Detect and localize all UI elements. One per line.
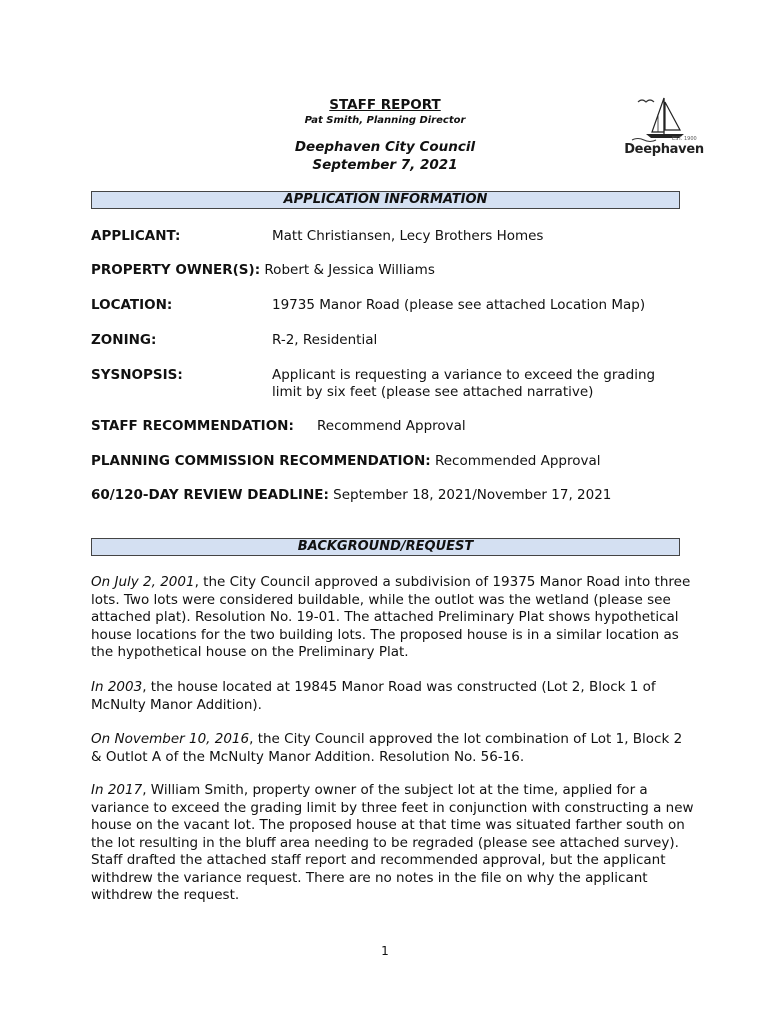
planning-commission-row xyxy=(91,452,601,470)
paragraph-2-body: , the house located at 19845 Manor Road was constructed (Lot 2, Block 1 of McNulty Manor Addition). xyxy=(91,679,656,713)
report-author: Pat Smith, Planning Director xyxy=(304,115,466,126)
logo-established: EST. 1900 xyxy=(672,136,697,142)
paragraph-2-date: In 2003 xyxy=(91,679,143,695)
location-label: LOCATION: xyxy=(91,297,173,313)
deadline-row xyxy=(91,486,611,504)
owner-row xyxy=(91,261,435,279)
owner-label: PROPERTY OWNER(S): xyxy=(91,262,261,278)
paragraph-1-date: On July 2, 2001 xyxy=(91,574,195,590)
paragraph-1-body: , the City Council approved a subdivision of 19375 Manor Road into three lots. Two lots were considered buildable, while the outlot was the wetland (please see attached plat). Resolution No. 19-01. The attached Preliminary Plat shows hypothetical house locations for the two building lots. The proposed house is in a similar location as the hypothetical house on the Preliminary Plat. xyxy=(91,574,691,660)
paragraph-4-body: , William Smith, property owner of the subject lot at the time, applied for a variance to exceed the grading limit by three feet in conjunction with constructing a new house on the vacant lot. The proposed house at that time was situated farther south on the lot resulting in the bluff area needing to be regraded (please see attached survey). Staff drafted the attached staff report and recommended approval, but the applicant withdrew the variance request. There are no notes in the file on why the applicant withdrew the request. xyxy=(91,782,694,903)
paragraph-4-date: In 2017 xyxy=(91,782,143,798)
report-title: STAFF REPORT xyxy=(329,97,441,113)
zoning-label: ZONING: xyxy=(91,332,157,348)
background-paragraph-4 xyxy=(91,782,696,905)
city-logo xyxy=(624,94,704,162)
zoning-value: R-2, Residential xyxy=(272,332,378,348)
section-background-request: BACKGROUND/REQUEST xyxy=(91,538,680,556)
logo-wordmark: Deephaven xyxy=(624,142,704,157)
background-paragraph-2 xyxy=(91,679,696,714)
deadline-label: 60/120-DAY REVIEW DEADLINE: xyxy=(91,487,329,503)
background-paragraph-3 xyxy=(91,731,696,766)
paragraph-3-date: On November 10, 2016 xyxy=(91,731,250,747)
section-application-information: APPLICATION INFORMATION xyxy=(91,191,680,209)
meeting-date: September 7, 2021 xyxy=(312,157,458,173)
applicant-value: Matt Christiansen, Lecy Brothers Homes xyxy=(272,228,544,244)
planning-commission-value: Recommended Approval xyxy=(434,453,601,469)
deadline-value: September 18, 2021/November 17, 2021 xyxy=(333,487,612,503)
applicant-label: APPLICANT: xyxy=(91,228,181,244)
owner-value: Robert & Jessica Williams xyxy=(264,262,435,278)
background-paragraph-1 xyxy=(91,574,696,662)
synopsis-line-2: limit by six feet (please see attached narrative) xyxy=(272,384,594,400)
staff-recommendation-value: Recommend Approval xyxy=(317,418,466,434)
report-header xyxy=(90,96,680,174)
staff-recommendation-label: STAFF RECOMMENDATION: xyxy=(91,418,294,434)
page-number: 1 xyxy=(381,944,389,958)
synopsis-label: SYSNOPSIS: xyxy=(91,367,183,383)
council-name: Deephaven City Council xyxy=(294,139,476,155)
synopsis-line-1: Applicant is requesting a variance to exceed the grading xyxy=(272,367,656,383)
planning-commission-label: PLANNING COMMISSION RECOMMENDATION: xyxy=(91,453,431,469)
paragraph-3-body: , the City Council approved the lot combination of Lot 1, Block 2 & Outlot A of the McNulty Manor Addition. Resolution No. 56-16. xyxy=(91,731,683,765)
location-value: 19735 Manor Road (please see attached Location Map) xyxy=(272,297,646,313)
